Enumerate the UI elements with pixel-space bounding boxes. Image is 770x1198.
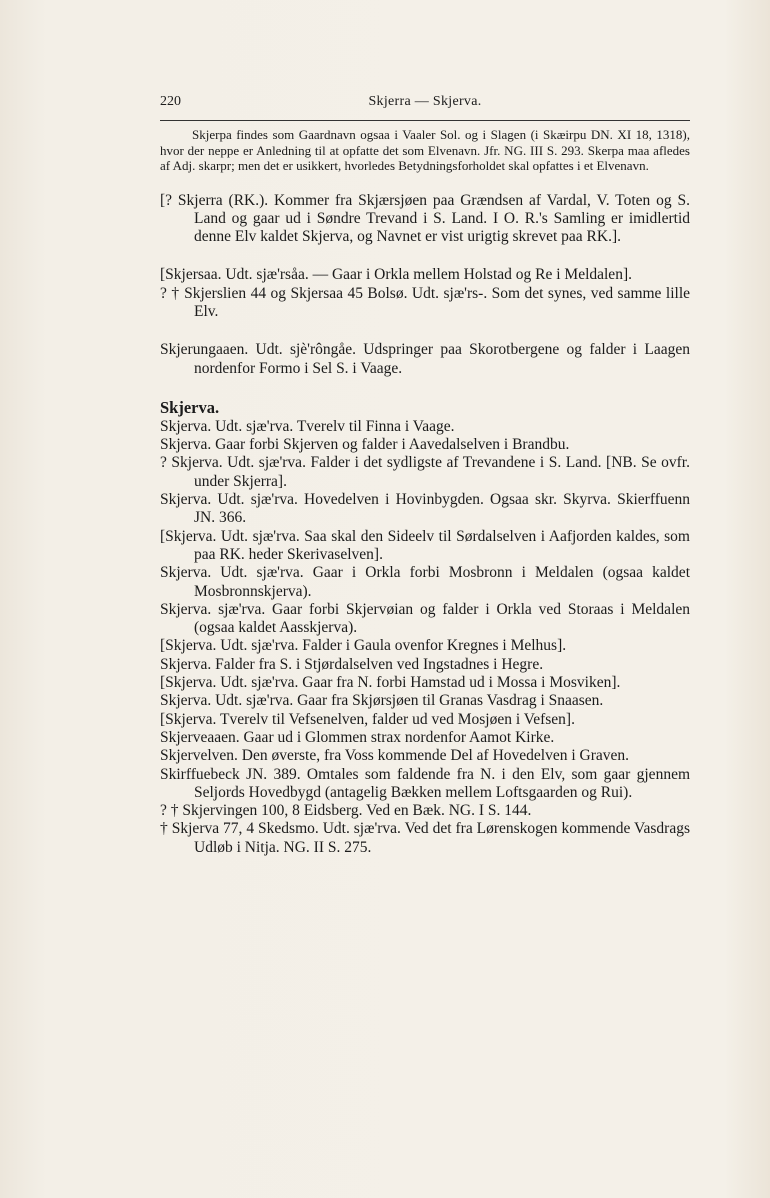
entry: [Skjerva. Udt. sjæ'rva. Gaar fra N. forbi Hamstad ud i Mossa i Mosviken]. (160, 674, 621, 692)
entry: [? Skjerra (RK.). Kommer fra Skjærsjøen paa Grændsen af Vardal, V. Toten og S. Land og gaar ud i Søndre Trevand i S. Land. I O. R.'s Samling er imidlertid denne Elv kaldet Skjerva, og Navnet er vist urigtig skrevet paa RK.]. (160, 191, 690, 246)
page-header (160, 94, 690, 116)
entry: Skjerveaaen. Gaar ud i Glommen strax nordenfor Aamot Kirke. (160, 728, 555, 746)
entry: Skirffuebeck JN. 389. Omtales som faldende fra N. i den Elv, som gaar gjennem Seljords Hovedbygd (antagelig Bækken mellem Loftsgaarden og Rui). (160, 765, 690, 801)
entry: ? † Skjervingen 100, 8 Eidsberg. Ved en Bæk. NG. I S. 144. (160, 802, 532, 820)
note-paragraph: Skjerpa findes som Gaardnavn ogsaa i Vaaler Sol. og i Slagen (i Skæirpu DN. XI 18, 1318), hvor der neppe er Anledning til at opfatte det som Elvenavn. Jfr. NG. III S. 293. Skerpa maa afledes af Adj. skarpr; men det er usikkert, hvorledes Betydningsforholdet skal opfattes i et Elvenavn. (160, 127, 690, 173)
entry: ? † Skjerslien 44 og Skjersaa 45 Bolsø. Udt. sjæ'rs-. Som det synes, ved samme lille Elv. (160, 284, 690, 320)
entry: ? Skjerva. Udt. sjæ'rva. Falder i det sydligste af Trevandene i S. Land. [NB. Se ovfr. under Skjerra]. (160, 454, 690, 490)
entry: Skjerva. sjæ'rva. Gaar forbi Skjervøian og falder i Orkla ved Storaas i Meldalen (ogsaa kaldet Aasskjerva). (160, 600, 690, 637)
entry: Skjerva. Udt. sjæ'rva. Gaar i Orkla forbi Mosbronn i Meldalen (ogsaa kaldet Mosbronnskjerva). (160, 564, 690, 600)
header-rule (160, 120, 690, 121)
entry: Skjerva. Udt. sjæ'rva. Gaar fra Skjørsjøen til Granas Vasdrag i Snaasen. (160, 692, 604, 710)
entry: Skjerva. Gaar forbi Skjerven og falder i Aavedalselven i Brandbu. (160, 436, 570, 454)
entry: [Skjerva. Udt. sjæ'rva. Saa skal den Sideelv til Sørdalselven i Aafjorden kaldes, som paa RK. heder Skerivaselven]. (160, 527, 690, 563)
entry: Skjervelven. Den øverste, fra Voss kommende Del af Hovedelven i Graven. (160, 747, 630, 765)
entry: [Skjerva. Tverelv til Vefsenelven, falder ud ved Mosjøen i Vefsen]. (160, 710, 575, 728)
entry: Skjerva. Udt. sjæ'rva. Tverelv til Finna i Vaage. (160, 417, 455, 435)
entry: Skjerva. Udt. sjæ'rva. Hovedelven i Hovinbygden. Ogsaa skr. Skyrva. Skierffuenn JN. 366. (160, 491, 690, 527)
entry-group-d (160, 418, 690, 857)
page-number: 220 (160, 94, 181, 109)
running-title: Skjerra — Skjerva. (368, 94, 482, 109)
entry: † Skjerva 77, 4 Skedsmo. Udt. sjæ'rva. Ved det fra Lørenskogen kommende Vasdrags Udløb i Nitja. NG. II S. 275. (160, 820, 690, 856)
entry-group-a (160, 192, 690, 247)
entry-group-b (160, 266, 690, 321)
entry-group-c (160, 341, 690, 378)
entry: Skjerva. Falder fra S. i Stjørdalselven ved Ingstadnes i Hegre. (160, 655, 544, 673)
entry: Skjerungaaen. Udt. sjè'rôngåe. Udspringer paa Skorotbergene og falder i Laagen nordenfor Formo i Sel S. i Vaage. (160, 341, 690, 377)
entry: [Skjersaa. Udt. sjæ'rsåa. — Gaar i Orkla mellem Holstad og Re i Meldalen]. (160, 266, 632, 284)
entry: [Skjerva. Udt. sjæ'rva. Falder i Gaula ovenfor Kregnes i Melhus]. (160, 637, 567, 655)
section-heading: Skjerva. (160, 397, 220, 417)
page-content (160, 127, 690, 857)
